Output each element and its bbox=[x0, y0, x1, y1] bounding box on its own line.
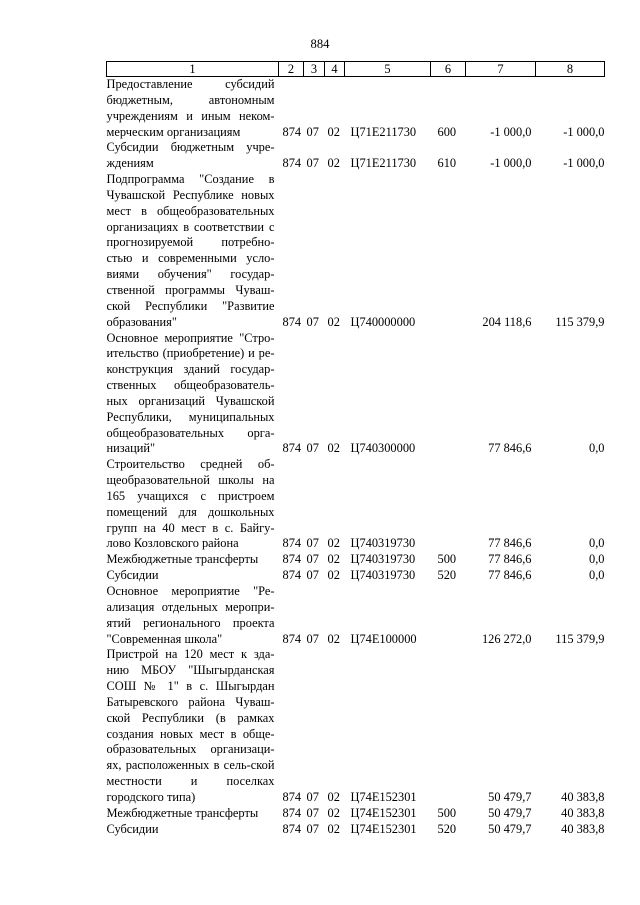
row-name-cell: Основное мероприятие "Ре-ализация отдельных меропри-ятий регионального проекта "Современная школа" bbox=[106, 584, 275, 646]
row-subsection-cell: 02 bbox=[327, 789, 340, 804]
row-subsection-cell: 02 bbox=[327, 156, 340, 171]
row-target-article-cell: Ц74Е152301 bbox=[350, 805, 417, 820]
row-amount-2-cell: 40 383,8 bbox=[561, 821, 605, 836]
row-expense-type-cell bbox=[431, 647, 466, 805]
row-name-cell: Строительство средней об-щеобразовательной школы на 165 учащихся с пристроем помещений для дошкольных групп на 40 мест в с. Байгу-лово Козловского района bbox=[106, 457, 275, 551]
row-target-article-cell: Ц740319730 bbox=[350, 536, 416, 551]
row-grbs-cell: 874 bbox=[282, 631, 302, 646]
row-amount-2-cell: -1 000,0 bbox=[563, 156, 605, 171]
row-grbs-cell: 874 bbox=[282, 568, 302, 583]
row-section-cell: 07 bbox=[306, 552, 319, 567]
row-amount-2-cell: 40 383,8 bbox=[561, 789, 605, 804]
row-amount-2-cell: -1 000,0 bbox=[563, 124, 605, 139]
column-header-3: 3 bbox=[304, 62, 325, 77]
row-section-cell: 07 bbox=[306, 441, 319, 456]
row-expense-type-cell: 500 bbox=[437, 552, 457, 567]
row-section-cell: 07 bbox=[306, 789, 319, 804]
row-subsection-cell: 02 bbox=[327, 568, 340, 583]
row-name-cell: Межбюджетные трансферты bbox=[106, 805, 259, 820]
row-section-cell: 07 bbox=[306, 821, 319, 836]
row-amount-2-cell: 115 379,9 bbox=[555, 314, 605, 329]
row-section-cell: 07 bbox=[306, 568, 319, 583]
column-header-1: 1 bbox=[107, 62, 279, 77]
row-grbs-cell: 874 bbox=[282, 552, 302, 567]
table-row bbox=[107, 568, 605, 584]
row-amount-1-cell: 50 479,7 bbox=[488, 805, 532, 820]
column-header-8: 8 bbox=[536, 62, 605, 77]
row-name-cell: Подпрограмма "Создание в Чувашской Республике новых мест в общеобразовательных организациях в соответствии с прогнозируемой потребно-стью и современными усло-виями обучения" государ-ственной программы Чуваш-ской Республики "Развитие образования" bbox=[106, 172, 275, 329]
budget-table bbox=[106, 61, 605, 838]
column-header-4: 4 bbox=[325, 62, 345, 77]
row-name-cell: Субсидии bbox=[106, 821, 159, 836]
table-header-row bbox=[107, 62, 605, 77]
row-target-article-cell: Ц74Е152301 bbox=[350, 789, 417, 804]
row-amount-1-cell: 77 846,6 bbox=[488, 536, 532, 551]
row-target-article-cell: Ц740319730 bbox=[350, 552, 416, 567]
row-subsection-cell: 02 bbox=[327, 124, 340, 139]
row-subsection-cell: 02 bbox=[327, 314, 340, 329]
table-row bbox=[107, 552, 605, 568]
row-amount-2-cell: 0,0 bbox=[589, 536, 605, 551]
row-grbs-cell: 874 bbox=[282, 821, 302, 836]
row-expense-type-cell: 600 bbox=[437, 124, 457, 139]
row-amount-1-cell: 77 846,6 bbox=[488, 552, 532, 567]
row-expense-type-cell bbox=[431, 172, 466, 330]
row-expense-type-cell bbox=[431, 331, 466, 458]
column-header-6: 6 bbox=[431, 62, 466, 77]
row-section-cell: 07 bbox=[306, 805, 319, 820]
row-name-cell: Субсидии bbox=[106, 568, 159, 583]
row-expense-type-cell: 500 bbox=[437, 805, 457, 820]
row-amount-1-cell: -1 000,0 bbox=[490, 156, 532, 171]
row-grbs-cell: 874 bbox=[282, 536, 302, 551]
table-row bbox=[107, 822, 605, 838]
row-amount-1-cell: 126 272,0 bbox=[481, 631, 532, 646]
row-section-cell: 07 bbox=[306, 631, 319, 646]
row-target-article-cell: Ц740300000 bbox=[350, 441, 416, 456]
row-subsection-cell: 02 bbox=[327, 821, 340, 836]
row-amount-1-cell: -1 000,0 bbox=[490, 124, 532, 139]
row-subsection-cell: 02 bbox=[327, 536, 340, 551]
row-section-cell: 07 bbox=[306, 124, 319, 139]
row-expense-type-cell bbox=[431, 457, 466, 552]
page-number: 884 bbox=[310, 37, 330, 51]
row-name-cell: Предоставление субсидий бюджетным, автономным учреждениям и иным неком-мерческим организациям bbox=[106, 77, 275, 139]
row-amount-1-cell: 50 479,7 bbox=[488, 789, 532, 804]
row-name-cell: Основное мероприятие "Стро-ительство (приобретение) и ре-конструкция зданий государ-ственных общеобразователь-ных организаций Чувашской Республики, муниципальных общеобразовательных орга-низаций" bbox=[106, 330, 275, 456]
column-header-7: 7 bbox=[466, 62, 536, 77]
table-row bbox=[107, 172, 605, 330]
row-target-article-cell: Ц740319730 bbox=[350, 568, 416, 583]
row-target-article-cell: Ц71Е211730 bbox=[350, 124, 417, 139]
row-grbs-cell: 874 bbox=[282, 124, 302, 139]
row-expense-type-cell: 520 bbox=[437, 568, 457, 583]
table-row bbox=[107, 140, 605, 172]
column-header-2: 2 bbox=[279, 62, 304, 77]
table-row bbox=[107, 806, 605, 822]
table-body bbox=[107, 77, 605, 838]
row-name-cell: Межбюджетные трансферты bbox=[106, 552, 259, 567]
row-section-cell: 07 bbox=[306, 156, 319, 171]
row-section-cell: 07 bbox=[306, 536, 319, 551]
row-grbs-cell: 874 bbox=[282, 441, 302, 456]
table-row bbox=[107, 77, 605, 141]
row-amount-2-cell: 0,0 bbox=[589, 552, 605, 567]
table-row bbox=[107, 647, 605, 805]
row-name-cell: Субсидии бюджетным учре-ждениям bbox=[106, 140, 275, 171]
table-row bbox=[107, 331, 605, 458]
row-grbs-cell: 874 bbox=[282, 156, 302, 171]
row-grbs-cell: 874 bbox=[282, 314, 302, 329]
row-subsection-cell: 02 bbox=[327, 552, 340, 567]
row-target-article-cell: Ц74Е100000 bbox=[350, 631, 417, 646]
row-amount-2-cell: 0,0 bbox=[589, 441, 605, 456]
row-grbs-cell: 874 bbox=[282, 805, 302, 820]
column-header-5: 5 bbox=[345, 62, 431, 77]
row-name-cell: Пристрой на 120 мест к зда-нию МБОУ "Шыгырданская СОШ № 1" в с. Шыгырдан Батыревского района Чуваш-ской Республики (в рамках создания новых мест в обще-образовательных организаци-ях, расположенных в сель-ской местности и поселках городского типа) bbox=[106, 647, 275, 804]
row-target-article-cell: Ц74Е152301 bbox=[350, 821, 417, 836]
table-row bbox=[107, 457, 605, 552]
row-expense-type-cell: 520 bbox=[437, 821, 457, 836]
row-target-article-cell: Ц740000000 bbox=[350, 314, 416, 329]
row-expense-type-cell bbox=[431, 584, 466, 647]
row-amount-1-cell: 77 846,6 bbox=[488, 568, 532, 583]
row-amount-1-cell: 204 118,6 bbox=[482, 314, 532, 329]
row-subsection-cell: 02 bbox=[327, 805, 340, 820]
row-amount-2-cell: 0,0 bbox=[589, 568, 605, 583]
row-grbs-cell: 874 bbox=[282, 789, 302, 804]
row-subsection-cell: 02 bbox=[327, 441, 340, 456]
row-amount-2-cell: 115 379,9 bbox=[555, 631, 605, 646]
row-section-cell: 07 bbox=[306, 314, 319, 329]
row-amount-1-cell: 77 846,6 bbox=[488, 441, 532, 456]
row-subsection-cell: 02 bbox=[327, 631, 340, 646]
row-amount-2-cell: 40 383,8 bbox=[561, 805, 605, 820]
row-amount-1-cell: 50 479,7 bbox=[488, 821, 532, 836]
table-row bbox=[107, 584, 605, 647]
row-expense-type-cell: 610 bbox=[437, 156, 457, 171]
row-target-article-cell: Ц71Е211730 bbox=[350, 156, 417, 171]
